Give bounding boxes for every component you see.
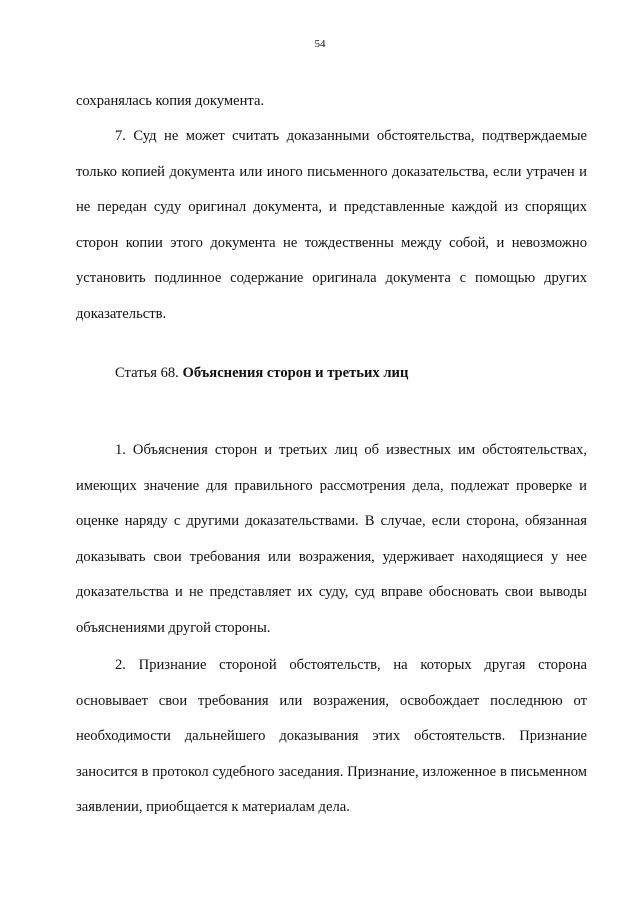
article-label: Статья 68. bbox=[115, 365, 179, 381]
article-title: Объяснения сторон и третьих лиц bbox=[182, 365, 409, 381]
article-item-1: 1. Объяснения сторон и третьих лиц об известных им обстоятельствах, имеющих значение для правильного рассмотрения дела, подлежат проверке и оценке наряду с другими доказательствами. В случае, если сторона, обязанная доказывать свои требования или возражения, удерживает находящиеся у нее доказательства и не представляет их суду, суд вправе обосновать свои выводы объяснениями другой стороны. bbox=[76, 442, 587, 636]
article-heading bbox=[115, 365, 408, 382]
article-item-2: 2. Признание стороной обстоятельств, на которых другая сторона основывает свои требования или возражения, освобождает последнюю от необходимости дальнейшего доказывания этих обстоятельств. Признание заносится в протокол судебного заседания. Признание, изложенное в письменном заявлении, приобщается к материалам дела. bbox=[76, 657, 587, 816]
continued-paragraph: сохранялась копия документа. bbox=[76, 93, 265, 109]
paragraph-item-7: 7. Суд не может считать доказанными обстоятельства, подтверждаемые только копией документа или иного письменного доказательства, если утрачен и не передан суду оригинал документа, и представленные каждой из спорящих сторон копии этого документа не тождественны между собой, и невозможно установить подлинное содержание оригинала документа с помощью других доказательств. bbox=[76, 128, 587, 322]
page-number: 54 bbox=[314, 38, 326, 50]
